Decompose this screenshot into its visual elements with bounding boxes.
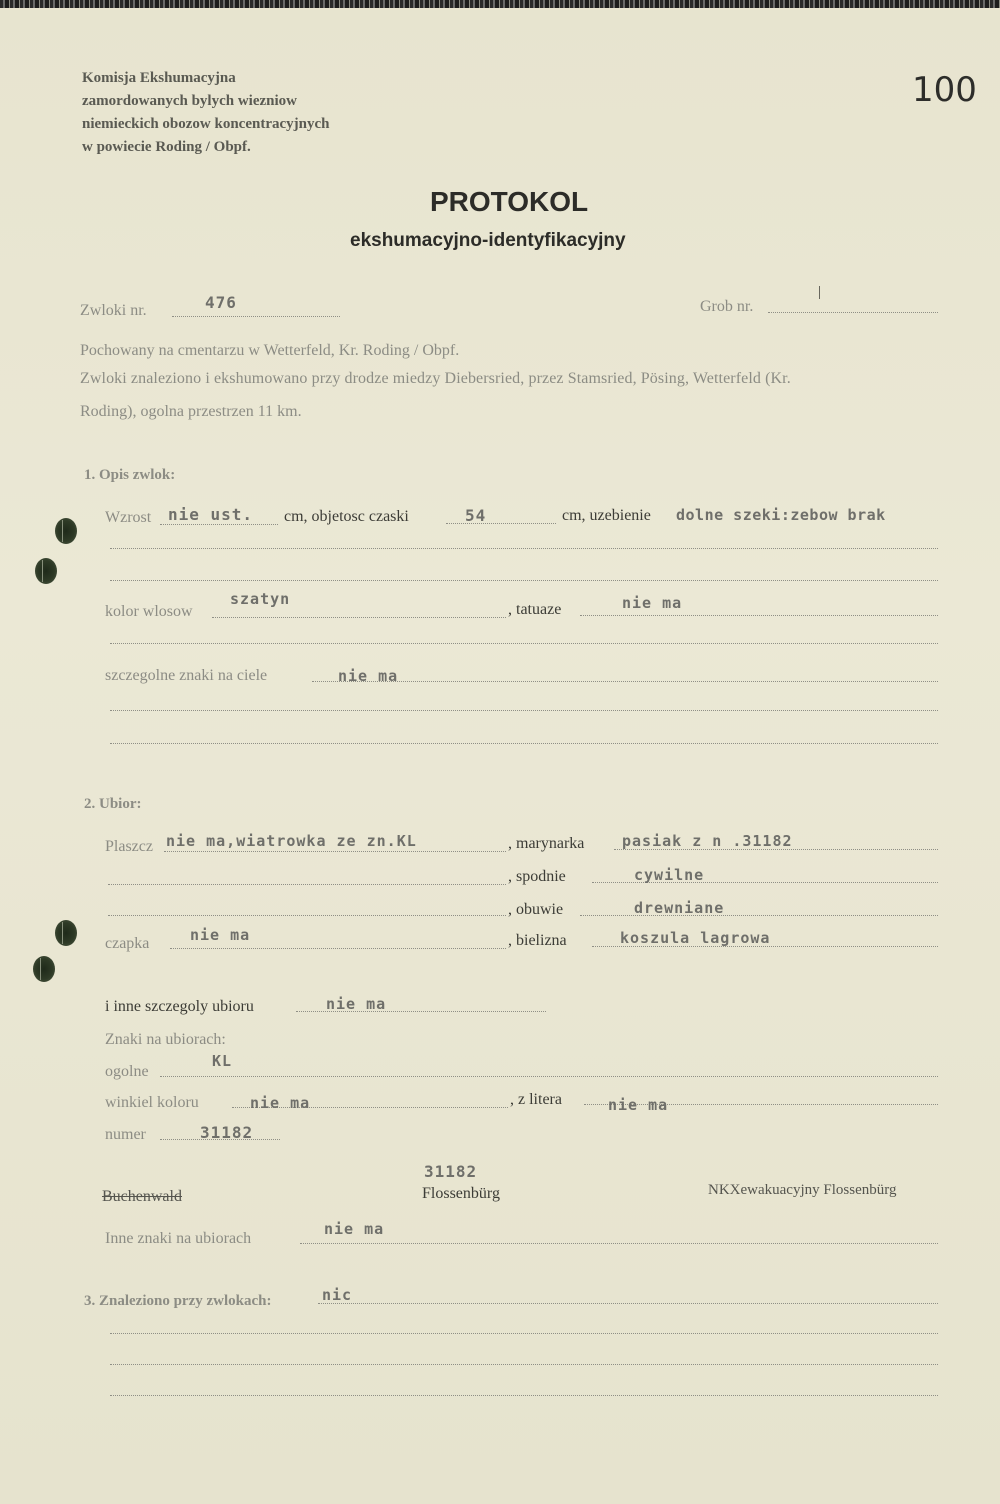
blank-line: [110, 580, 938, 581]
plaszcz-extra-line: [108, 884, 506, 885]
inne-szczegoly-label: i inne szczegoly ubioru: [105, 998, 254, 1015]
section-2-heading: 2. Ubior:: [84, 796, 142, 812]
cm-objetosc-label: cm, objetosc czaski: [284, 508, 409, 525]
grob-field-line: [768, 312, 938, 313]
ogolne-value: KL: [212, 1052, 233, 1070]
inne-szczegoly-value: nie ma: [326, 995, 387, 1013]
section-3-value: nic: [322, 1286, 353, 1304]
grob-value: |: [818, 284, 822, 300]
punch-hole: [33, 956, 55, 982]
org-line-1: Komisja Ekshumacyjna: [82, 70, 236, 86]
marynarka-value: pasiak z n .31182: [622, 832, 793, 850]
kolor-wlosow-label: kolor wlosow: [105, 603, 193, 620]
ogolne-label: ogolne: [105, 1063, 149, 1080]
inne-znaki-field-line: [300, 1243, 938, 1244]
camp-ewakuacyjny: NKXewakuacyjny Flossenbürg: [708, 1182, 897, 1198]
czaska-field-line: [446, 523, 556, 524]
z-litera-value: nie ma: [608, 1096, 669, 1114]
tatuaze-label: , tatuaze: [508, 601, 562, 618]
spodnie-label: , spodnie: [508, 868, 566, 885]
obuwie-label: , obuwie: [508, 901, 564, 918]
punch-hole: [35, 558, 57, 584]
blank-line: [110, 643, 938, 644]
numer-value: 31182: [200, 1123, 254, 1142]
document-subtitle: ekshumacyjno-identyfikacyjny: [350, 230, 626, 251]
bielizna-value: koszula lagrowa: [620, 929, 771, 947]
wzrost-label: Wzrost: [105, 509, 152, 526]
obuwie-value: drewniane: [634, 899, 725, 917]
org-line-3: niemieckich obozow koncentracyjnych: [82, 116, 330, 132]
camp-buchenwald: Buchenwald: [102, 1188, 182, 1205]
plaszcz-field-line: [164, 851, 506, 852]
section-3-heading: 3. Znaleziono przy zwlokach:: [84, 1293, 272, 1309]
section-3-field-line: [318, 1303, 938, 1304]
cm-uzebienie-label: cm, uzebienie: [562, 507, 651, 524]
blank-line: [110, 1333, 938, 1334]
czaska-value: 54: [465, 506, 487, 525]
camp-flossenburg-number: 31182: [424, 1162, 478, 1181]
plaszcz-value: nie ma,wiatrowka ze zn.KL: [166, 832, 417, 850]
znaki-na-ciele-value: nie ma: [338, 667, 399, 685]
wzrost-field-line: [160, 524, 278, 525]
ogolne-field-line: [160, 1076, 938, 1077]
tatuaze-value: nie ma: [622, 594, 683, 612]
blank-line: [110, 743, 938, 744]
kolor-field-line: [212, 617, 506, 618]
z-litera-label: , z litera: [510, 1091, 562, 1108]
punch-hole: [55, 518, 77, 544]
grob-label: Grob nr.: [700, 298, 754, 315]
bielizna-label: , bielizna: [508, 932, 567, 949]
burial-line-2: Zwloki znaleziono i ekshumowano przy drodze miedzy Diebersried, przez Stamsried, Pösing, Wetterfeld (Kr.: [80, 370, 791, 387]
wzrost-value: nie ust.: [168, 505, 254, 524]
blank-line: [110, 1395, 938, 1396]
spodnie-value: cywilne: [634, 866, 705, 884]
znaki-field-line: [312, 681, 938, 682]
uzebienie-value: dolne szeki:zebow brak: [676, 506, 886, 524]
blank-line: [110, 1364, 938, 1365]
blank-line: [108, 915, 506, 916]
czapka-value: nie ma: [190, 926, 251, 944]
czapka-field-line: [170, 948, 506, 949]
punch-hole: [55, 920, 77, 946]
scan-edge-band: [0, 0, 1000, 8]
blank-line: [110, 548, 938, 549]
section-1-heading: 1. Opis zwlok:: [84, 467, 176, 483]
burial-line-3: Roding), ogolna przestrzen 11 km.: [80, 403, 302, 420]
org-line-4: w powiecie Roding / Obpf.: [82, 139, 251, 155]
winkiel-value: nie ma: [250, 1094, 311, 1112]
page-number: 100: [912, 70, 977, 110]
marynarka-label: , marynarka: [508, 835, 585, 852]
tatuaze-field-line: [580, 615, 938, 616]
zwloki-label: Zwloki nr.: [80, 302, 147, 319]
burial-line-1: Pochowany na cmentarzu w Wetterfeld, Kr. Roding / Obpf.: [80, 342, 460, 359]
plaszcz-label: Plaszcz: [105, 838, 153, 855]
inne-znaki-label: Inne znaki na ubiorach: [105, 1230, 252, 1247]
czapka-label: czapka: [105, 935, 150, 952]
zwloki-value: 476: [205, 293, 237, 312]
document-title: PROTOKOL: [430, 186, 589, 217]
znaki-na-ciele-label: szczegolne znaki na ciele: [105, 667, 268, 684]
numer-label: numer: [105, 1126, 146, 1143]
blank-line: [110, 710, 938, 711]
kolor-wlosow-value: szatyn: [230, 590, 291, 608]
zwloki-field-line: [172, 316, 340, 317]
inne-znaki-value: nie ma: [324, 1220, 385, 1238]
camp-flossenburg: Flossenbürg: [422, 1185, 500, 1202]
winkiel-label: winkiel koloru: [105, 1094, 199, 1111]
org-line-2: zamordowanych bylych wiezniow: [82, 93, 297, 109]
znaki-na-ubiorach-heading: Znaki na ubiorach:: [105, 1031, 226, 1048]
